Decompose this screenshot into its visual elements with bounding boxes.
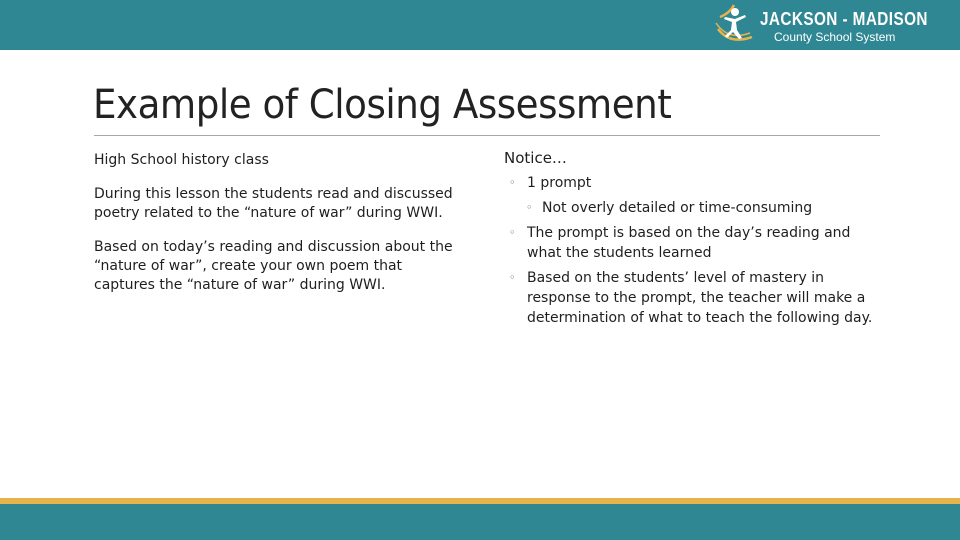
notice-heading: Notice… [504,149,567,167]
bullet-marker: ◦ [509,176,516,189]
logo-title: JACKSON - MADISON [760,9,928,29]
bullet-text: Based on the students’ level of mastery in response to the prompt, the teacher will make a determination of what to teach the following day. [527,270,873,326]
class-description: High School history class [94,152,269,168]
bullet-item [504,223,884,263]
bullet-text: 1 prompt [527,175,592,191]
assessment-prompt: Based on today’s reading and discussion about the “nature of war”, create your own poem that captures the “nature of war” during WWI. [94,239,453,293]
district-logo [712,3,932,47]
header-bar [0,0,960,50]
student-figure-icon [712,3,758,47]
slide-title: Example of Closing Assessment [93,82,672,128]
bullet-text: Not overly detailed or time-consuming [542,200,813,216]
bullet-text: The prompt is based on the day’s reading and what the students learned [527,225,851,261]
bullet-item [504,173,884,193]
bullet-marker: ◦ [509,226,516,239]
bullet-marker: ◦ [509,271,516,284]
right-column [504,148,884,333]
bullet-item [504,268,884,328]
title-divider [94,135,880,136]
left-column [94,151,454,310]
logo-subtitle: County School System [774,30,896,44]
lesson-description: During this lesson the students read and discussed poetry related to the “nature of war” during WWI. [94,186,453,221]
footer-bar [0,504,960,540]
bullet-marker: ◦ [526,201,533,214]
sub-bullet-item [504,198,884,218]
